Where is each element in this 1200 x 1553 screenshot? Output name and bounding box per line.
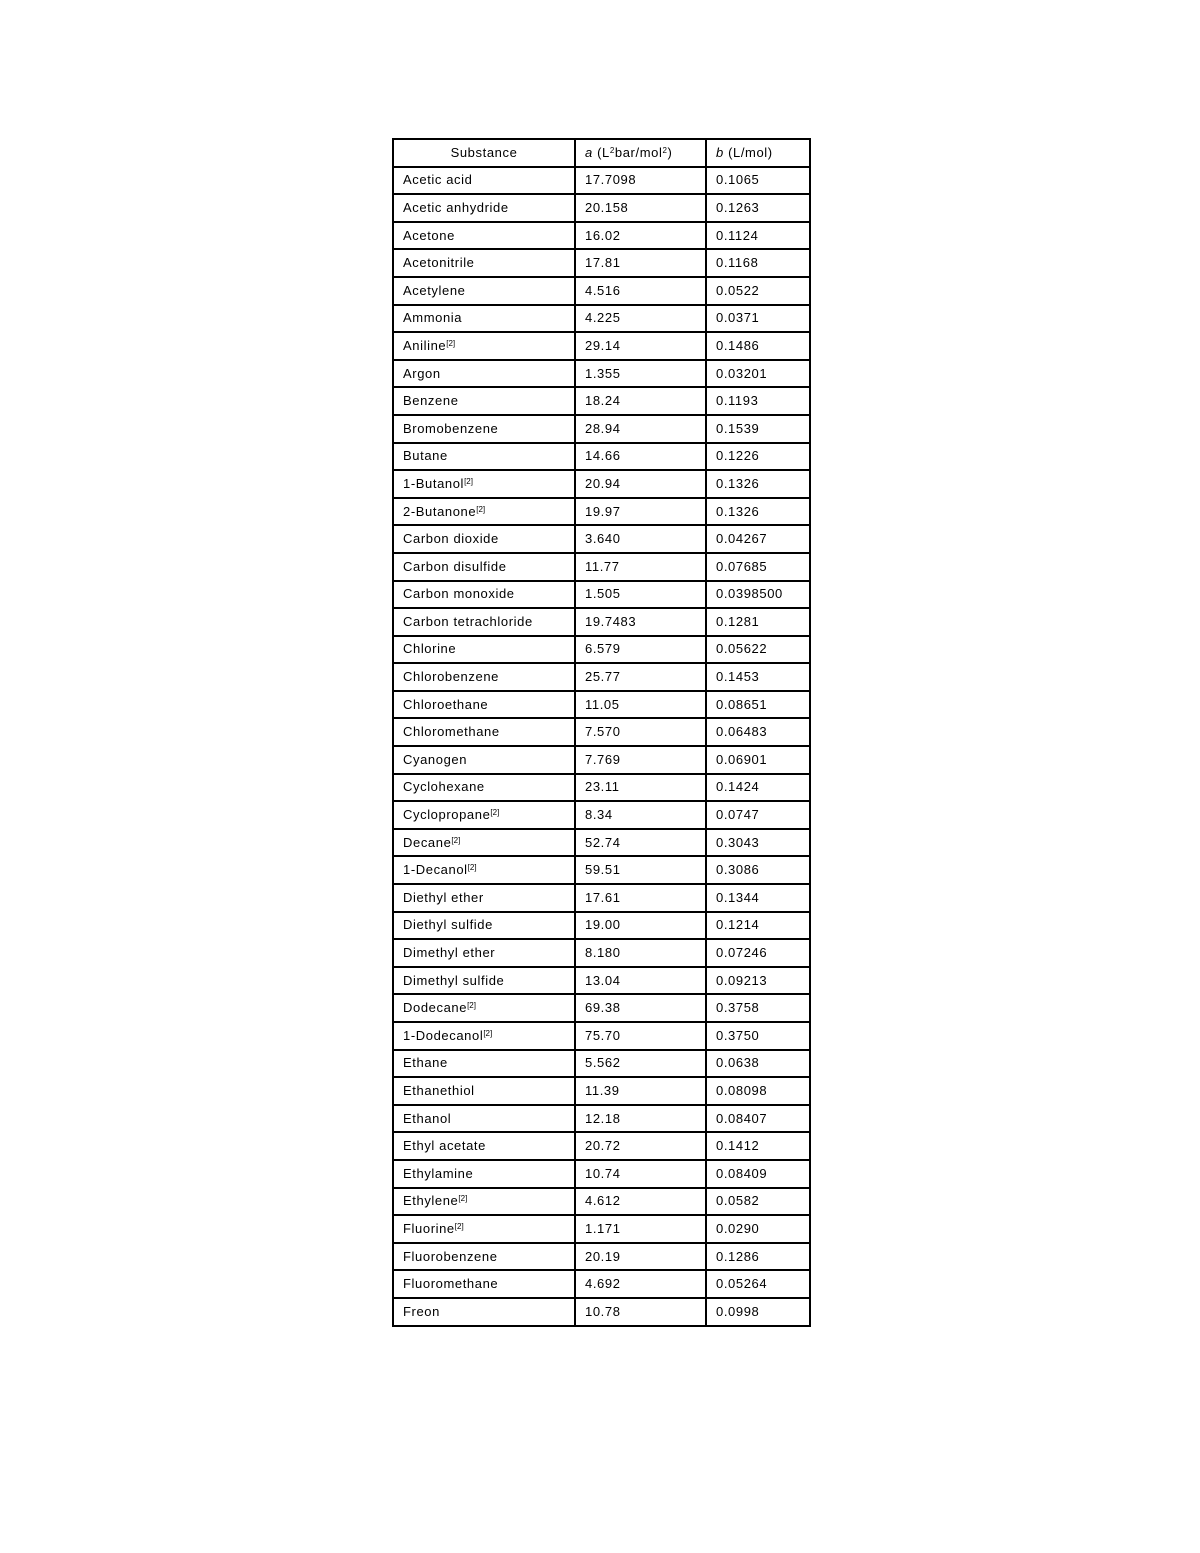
a-value-cell: 59.51 — [575, 856, 706, 884]
table-row — [393, 443, 810, 471]
substance-cell — [393, 1105, 575, 1133]
b-value-cell: 0.1424 — [706, 774, 810, 802]
a-value-cell: 10.78 — [575, 1298, 706, 1326]
substance-name: Chlorine — [403, 641, 457, 657]
substance-name: Dimethyl ether — [403, 945, 496, 961]
b-value-cell: 0.3086 — [706, 856, 810, 884]
header-substance — [393, 139, 575, 167]
a-value-cell: 19.7483 — [575, 608, 706, 636]
a-value-cell: 17.81 — [575, 249, 706, 277]
substance-name: Acetic acid — [403, 172, 473, 188]
substance-name: Dodecane — [403, 1000, 468, 1016]
substance-cell — [393, 249, 575, 277]
substance-name: Dimethyl sulfide — [403, 972, 505, 988]
table-row — [393, 994, 810, 1022]
substance-cell — [393, 1160, 575, 1188]
substance-cell — [393, 994, 575, 1022]
header-b-unit: (L/mol) — [728, 144, 773, 160]
table-row — [393, 856, 810, 884]
a-value-cell: 4.692 — [575, 1270, 706, 1298]
substance-cell — [393, 470, 575, 498]
substance-cell — [393, 443, 575, 471]
table-row — [393, 1243, 810, 1271]
substance-cell — [393, 1243, 575, 1271]
a-value-cell: 19.00 — [575, 912, 706, 940]
substance-cell — [393, 636, 575, 664]
substance-cell — [393, 415, 575, 443]
substance-name: Chlorobenzene — [403, 669, 499, 685]
table-row — [393, 912, 810, 940]
b-value-cell: 0.08098 — [706, 1077, 810, 1105]
table-header-row — [393, 139, 810, 167]
a-value-cell: 17.61 — [575, 884, 706, 912]
table-row — [393, 1270, 810, 1298]
a-value-cell: 8.34 — [575, 801, 706, 829]
substance-cell — [393, 967, 575, 995]
b-value-cell: 0.1065 — [706, 167, 810, 195]
table-row — [393, 249, 810, 277]
substance-cell — [393, 387, 575, 415]
substance-cell — [393, 194, 575, 222]
substance-name: Diethyl ether — [403, 889, 484, 905]
a-value-cell: 11.77 — [575, 553, 706, 581]
b-value-cell: 0.1412 — [706, 1132, 810, 1160]
substance-cell — [393, 663, 575, 691]
substance-name: Chloromethane — [403, 724, 500, 740]
header-a-constant — [575, 139, 706, 167]
b-value-cell: 0.0371 — [706, 305, 810, 333]
citation-note: [2] — [464, 476, 473, 486]
substance-name: Benzene — [403, 393, 459, 409]
substance-name: Aniline — [403, 337, 447, 353]
b-value-cell: 0.0638 — [706, 1050, 810, 1078]
substance-cell — [393, 498, 575, 526]
substance-name: Ammonia — [403, 310, 463, 326]
table-row — [393, 222, 810, 250]
substance-name: Ethylamine — [403, 1165, 474, 1181]
table-row — [393, 608, 810, 636]
table-row — [393, 360, 810, 388]
substance-cell — [393, 1132, 575, 1160]
a-value-cell: 23.11 — [575, 774, 706, 802]
b-value-cell: 0.1344 — [706, 884, 810, 912]
substance-name: Decane — [403, 834, 452, 850]
substance-cell — [393, 718, 575, 746]
a-value-cell: 13.04 — [575, 967, 706, 995]
substance-name: Argon — [403, 365, 441, 381]
table-row — [393, 718, 810, 746]
table-row — [393, 1077, 810, 1105]
substance-cell — [393, 167, 575, 195]
table-row — [393, 884, 810, 912]
a-value-cell: 10.74 — [575, 1160, 706, 1188]
table-row — [393, 553, 810, 581]
substance-name: Fluoromethane — [403, 1276, 499, 1292]
header-a-unit-pre: (L — [597, 144, 610, 160]
table-row — [393, 525, 810, 553]
a-value-cell: 6.579 — [575, 636, 706, 664]
van-der-waals-constants-table — [392, 138, 811, 1327]
a-value-cell: 5.562 — [575, 1050, 706, 1078]
substance-name: Ethylene — [403, 1193, 459, 1209]
b-value-cell: 0.0747 — [706, 801, 810, 829]
substance-name: Carbon monoxide — [403, 586, 515, 602]
substance-name: Chloroethane — [403, 696, 489, 712]
substance-cell — [393, 553, 575, 581]
table-row — [393, 1298, 810, 1326]
header-a-unit-sup2: 2 — [662, 145, 668, 155]
substance-name: 2-Butanone — [403, 503, 477, 519]
substance-name: Acetone — [403, 227, 455, 243]
b-value-cell: 0.0522 — [706, 277, 810, 305]
b-value-cell: 0.07685 — [706, 553, 810, 581]
substance-name: Carbon disulfide — [403, 558, 507, 574]
table-row — [393, 581, 810, 609]
substance-name: Ethanol — [403, 1110, 452, 1126]
table-row — [393, 691, 810, 719]
substance-cell — [393, 1215, 575, 1243]
b-value-cell: 0.05264 — [706, 1270, 810, 1298]
b-value-cell: 0.0998 — [706, 1298, 810, 1326]
b-value-cell: 0.3043 — [706, 829, 810, 857]
table-row — [393, 967, 810, 995]
table-body — [393, 167, 810, 1326]
b-value-cell: 0.1124 — [706, 222, 810, 250]
a-value-cell: 1.505 — [575, 581, 706, 609]
table-row — [393, 1188, 810, 1216]
table-row — [393, 829, 810, 857]
substance-cell — [393, 1077, 575, 1105]
a-value-cell: 4.612 — [575, 1188, 706, 1216]
substance-name: Carbon dioxide — [403, 531, 499, 547]
a-value-cell: 4.516 — [575, 277, 706, 305]
substance-cell — [393, 608, 575, 636]
table-row — [393, 1215, 810, 1243]
b-value-cell: 0.1326 — [706, 470, 810, 498]
table-row — [393, 277, 810, 305]
table-row — [393, 415, 810, 443]
substance-cell — [393, 884, 575, 912]
substance-cell — [393, 525, 575, 553]
substance-name: Cyanogen — [403, 751, 468, 767]
citation-note: [2] — [483, 1028, 493, 1038]
citation-note: [2] — [451, 835, 461, 845]
citation-note: [2] — [476, 504, 486, 514]
header-substance-label: Substance — [450, 144, 518, 160]
table-row — [393, 498, 810, 526]
a-value-cell: 25.77 — [575, 663, 706, 691]
b-value-cell: 0.0398500 — [706, 581, 810, 609]
a-value-cell: 12.18 — [575, 1105, 706, 1133]
substance-name: Diethyl sulfide — [403, 917, 493, 933]
a-value-cell: 4.225 — [575, 305, 706, 333]
table-row — [393, 305, 810, 333]
b-value-cell: 0.1486 — [706, 332, 810, 360]
citation-note: [2] — [454, 1221, 464, 1231]
a-value-cell: 20.19 — [575, 1243, 706, 1271]
table-row — [393, 1132, 810, 1160]
a-value-cell: 11.39 — [575, 1077, 706, 1105]
substance-name: Cyclopropane — [403, 807, 491, 823]
a-value-cell: 1.355 — [575, 360, 706, 388]
substance-name: Fluorine — [403, 1220, 455, 1236]
table-row — [393, 939, 810, 967]
substance-name: Cyclohexane — [403, 779, 485, 795]
substance-cell — [393, 691, 575, 719]
a-value-cell: 7.769 — [575, 746, 706, 774]
b-value-cell: 0.06901 — [706, 746, 810, 774]
substance-cell — [393, 829, 575, 857]
substance-name: Acetylene — [403, 282, 466, 298]
substance-cell — [393, 1188, 575, 1216]
substance-name: Acetonitrile — [403, 255, 475, 271]
substance-cell — [393, 912, 575, 940]
b-value-cell: 0.04267 — [706, 525, 810, 553]
b-value-cell: 0.1226 — [706, 443, 810, 471]
substance-cell — [393, 332, 575, 360]
a-value-cell: 18.24 — [575, 387, 706, 415]
substance-cell — [393, 1050, 575, 1078]
b-value-cell: 0.05622 — [706, 636, 810, 664]
table-row — [393, 801, 810, 829]
citation-note: [2] — [467, 863, 477, 873]
a-value-cell: 29.14 — [575, 332, 706, 360]
b-value-cell: 0.09213 — [706, 967, 810, 995]
a-value-cell: 69.38 — [575, 994, 706, 1022]
a-value-cell: 75.70 — [575, 1022, 706, 1050]
b-value-cell: 0.1214 — [706, 912, 810, 940]
table-row — [393, 636, 810, 664]
citation-note: [2] — [458, 1194, 468, 1204]
table-row — [393, 1105, 810, 1133]
b-value-cell: 0.08407 — [706, 1105, 810, 1133]
b-value-cell: 0.08409 — [706, 1160, 810, 1188]
substance-name: Carbon tetrachloride — [403, 613, 533, 629]
a-value-cell: 3.640 — [575, 525, 706, 553]
header-a-symbol: a — [585, 144, 593, 160]
a-value-cell: 7.570 — [575, 718, 706, 746]
substance-name: 1-Decanol — [403, 862, 468, 878]
a-value-cell: 11.05 — [575, 691, 706, 719]
a-value-cell: 14.66 — [575, 443, 706, 471]
substance-name: Bromobenzene — [403, 420, 499, 436]
a-value-cell: 52.74 — [575, 829, 706, 857]
substance-name: Fluorobenzene — [403, 1248, 498, 1264]
b-value-cell: 0.0290 — [706, 1215, 810, 1243]
table-row — [393, 332, 810, 360]
header-a-unit-post: ) — [667, 144, 673, 160]
substance-cell — [393, 305, 575, 333]
substance-name: Ethyl acetate — [403, 1138, 486, 1154]
table-row — [393, 1022, 810, 1050]
substance-cell — [393, 1022, 575, 1050]
substance-cell — [393, 1270, 575, 1298]
substance-cell — [393, 222, 575, 250]
b-value-cell: 0.06483 — [706, 718, 810, 746]
b-value-cell: 0.1168 — [706, 249, 810, 277]
substance-name: 1-Butanol — [403, 475, 465, 491]
header-b-constant — [706, 139, 810, 167]
substance-name: Freon — [403, 1303, 440, 1319]
table-row — [393, 167, 810, 195]
b-value-cell: 0.1326 — [706, 498, 810, 526]
b-value-cell: 0.3758 — [706, 994, 810, 1022]
b-value-cell: 0.1539 — [706, 415, 810, 443]
substance-name: Ethanethiol — [403, 1082, 475, 1098]
table-row — [393, 1050, 810, 1078]
substance-cell — [393, 939, 575, 967]
substance-cell — [393, 360, 575, 388]
a-value-cell: 1.171 — [575, 1215, 706, 1243]
substance-cell — [393, 277, 575, 305]
substance-name: Butane — [403, 448, 448, 464]
b-value-cell: 0.1453 — [706, 663, 810, 691]
header-a-unit-sup1: 2 — [609, 145, 615, 155]
table-row — [393, 774, 810, 802]
citation-note: [2] — [446, 338, 456, 348]
substance-cell — [393, 1298, 575, 1326]
substance-cell — [393, 856, 575, 884]
b-value-cell: 0.08651 — [706, 691, 810, 719]
b-value-cell: 0.1281 — [706, 608, 810, 636]
substance-cell — [393, 801, 575, 829]
b-value-cell: 0.1263 — [706, 194, 810, 222]
a-value-cell: 20.94 — [575, 470, 706, 498]
a-value-cell: 19.97 — [575, 498, 706, 526]
a-value-cell: 28.94 — [575, 415, 706, 443]
table-row — [393, 194, 810, 222]
b-value-cell: 0.3750 — [706, 1022, 810, 1050]
a-value-cell: 20.158 — [575, 194, 706, 222]
citation-note: [2] — [467, 1001, 476, 1011]
header-a-unit-mid: bar/mol — [614, 144, 663, 160]
a-value-cell: 17.7098 — [575, 167, 706, 195]
citation-note: [2] — [490, 808, 500, 818]
substance-name: Ethane — [403, 1055, 448, 1071]
b-value-cell: 0.1286 — [706, 1243, 810, 1271]
b-value-cell: 0.0582 — [706, 1188, 810, 1216]
table-row — [393, 663, 810, 691]
b-value-cell: 0.03201 — [706, 360, 810, 388]
a-value-cell: 8.180 — [575, 939, 706, 967]
a-value-cell: 16.02 — [575, 222, 706, 250]
table-row — [393, 387, 810, 415]
header-b-symbol: b — [716, 144, 724, 160]
table-row — [393, 746, 810, 774]
substance-cell — [393, 746, 575, 774]
table-row — [393, 470, 810, 498]
b-value-cell: 0.1193 — [706, 387, 810, 415]
substance-cell — [393, 581, 575, 609]
substance-name: 1-Dodecanol — [403, 1027, 484, 1043]
a-value-cell: 20.72 — [575, 1132, 706, 1160]
substance-name: Acetic anhydride — [403, 199, 509, 215]
table-row — [393, 1160, 810, 1188]
b-value-cell: 0.07246 — [706, 939, 810, 967]
substance-cell — [393, 774, 575, 802]
